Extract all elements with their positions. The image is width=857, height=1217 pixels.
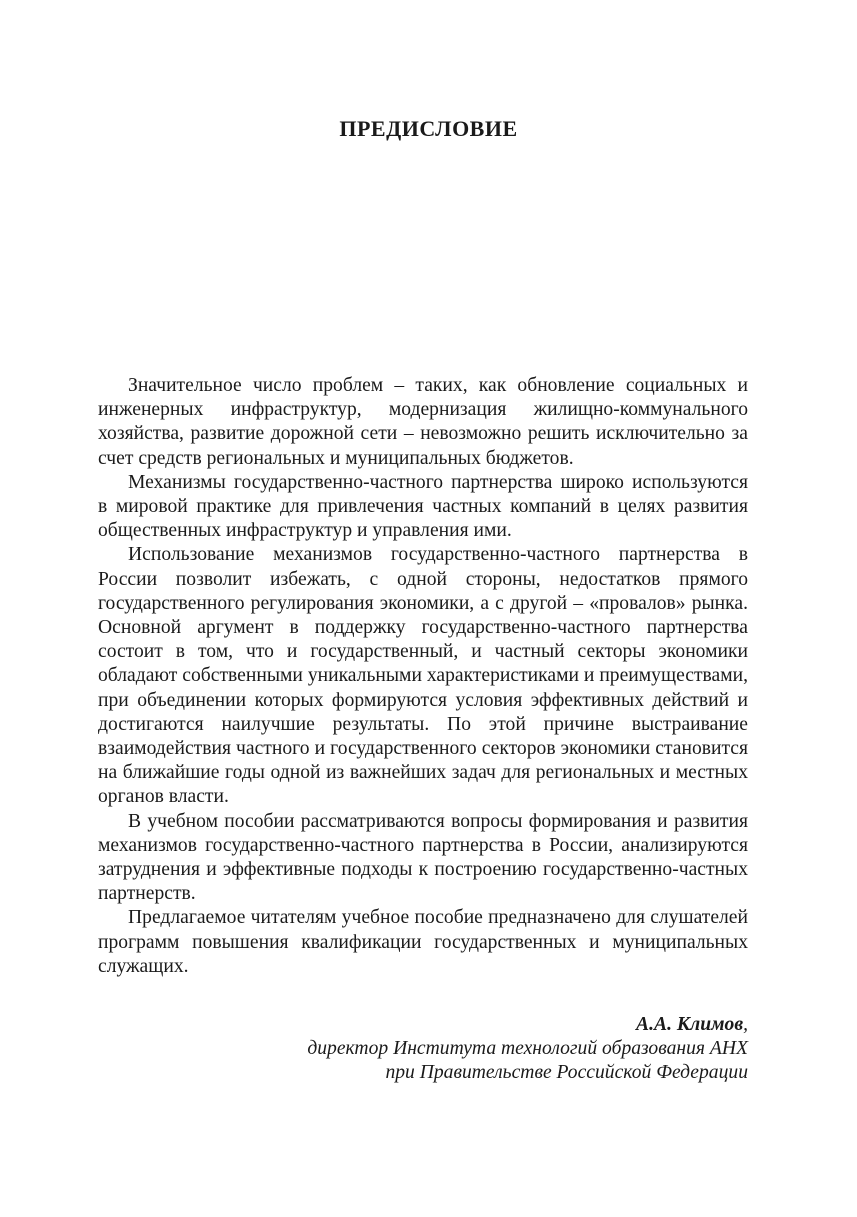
- author-position-line-2: при Правительстве Российской Федерации: [385, 1062, 748, 1084]
- paragraph-3: Использование механизмов государственно-частного партнерства в России позволит избежать, с одной стороны, недостатков прямого государственного регулирования экономики, а с другой – «провалов» рынка. Основной аргумент в поддержку государственно-частного партнерства состоит в том, что и государственный, и частный секторы экономики обладают собственными уникальными характеристиками и преимуществами, при объединении которых формируются условия эффективных действий и достигаются наилучшие результаты. По этой причине выстраивание взаимодействия частного и государственного секторов экономики становится на ближайшие годы одной из важнейших задач для региональных и местных органов власти.: [98, 544, 748, 808]
- preface-body: [98, 374, 748, 979]
- signature-name-line: [307, 1013, 748, 1037]
- page-title: ПРЕДИСЛОВИЕ: [339, 116, 518, 141]
- paragraph-5: Предлагаемое читателям учебное пособие предназначено для слушателей программ повышения квалификации государственных и муниципальных служащих.: [98, 907, 748, 977]
- signature-block: [307, 1013, 748, 1086]
- author-name-suffix: ,: [743, 1014, 748, 1035]
- author-name: А.А. Климов: [636, 1014, 744, 1035]
- author-position-line-1: директор Института технологий образования АНХ: [307, 1038, 748, 1060]
- paragraph-4: В учебном пособии рассматриваются вопросы формирования и развития механизмов государственно-частного партнерства в России, анализируются затруднения и эффективные подходы к построению государственно-частных партнерств.: [98, 810, 748, 905]
- paragraph-1: Значительное число проблем – таких, как обновление социальных и инженерных инфраструктур, модернизация жилищно-коммунального хозяйства, развитие дорожной сети – невозможно решить исключительно за счет средств региональных и муниципальных бюджетов.: [98, 375, 748, 469]
- paragraph-2: Механизмы государственно-частного партнерства широко используются в мировой практике для привлечения частных компаний в целях развития общественных инфраструктур и управления ими.: [98, 471, 748, 542]
